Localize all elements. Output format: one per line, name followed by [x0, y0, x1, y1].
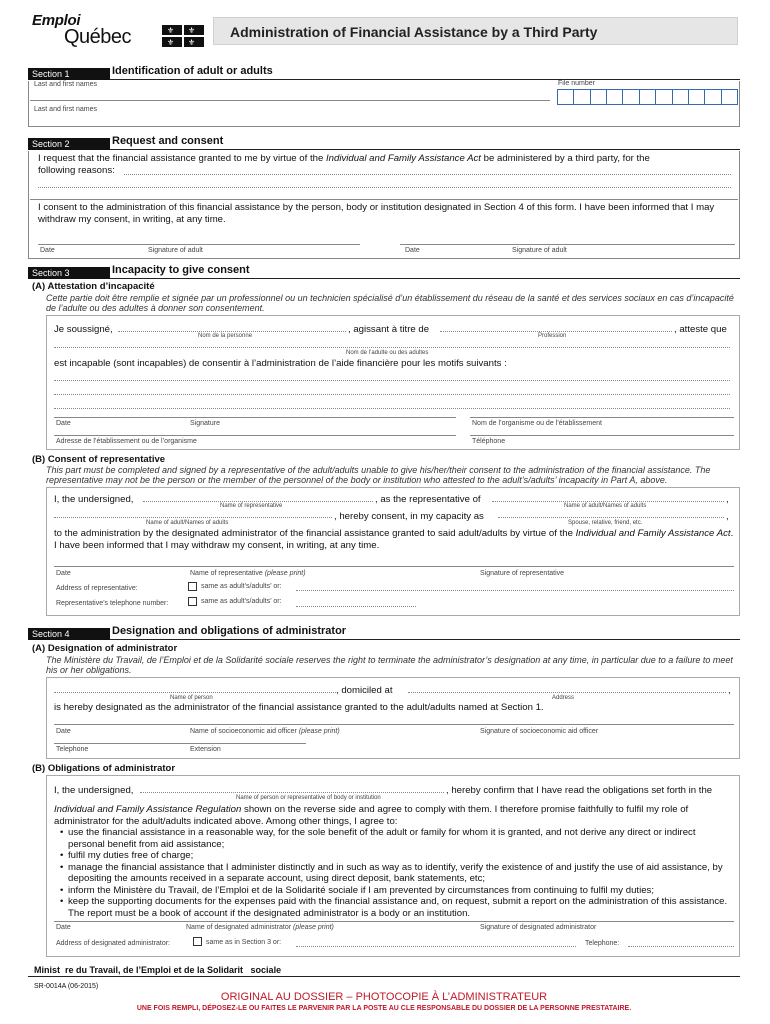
s3b-admin-a: to the administration by the designated administrator of the financial assistance granted to said adult/adults by virtue of the — [54, 528, 576, 539]
s3b-undersigned: I, the undersigned, — [54, 494, 134, 505]
s4b-bullet: • use the financial assistance in a reasonable way, for the sole benefit of the adult or family for whom it is granted, and not derive any direct or indirect personal benefit from aid assistance; — [60, 827, 696, 850]
s3b-same-addr-label: same as adult’s/adults’ or: — [201, 583, 282, 590]
spouse-hint: Spouse, relative, friend, etc. — [568, 520, 643, 526]
s3b-tel-field[interactable] — [296, 606, 416, 607]
name-adults-hint-2: Name of adult/Names of adults — [146, 520, 229, 526]
s4a-note: The Ministère du Travail, de l’Emploi et de la Solidarité sociale reserves the right to terminate the administrator’s designation at any time, in particular due to a failure to meet his or her obligations. — [46, 655, 733, 675]
quebec-flag-icon — [162, 25, 204, 47]
capacity-field[interactable] — [498, 517, 724, 518]
svg-text:⚜: ⚜ — [188, 26, 196, 35]
s2-sig-2-label: Signature of adult — [512, 247, 567, 254]
section-3-label: Section 3 — [28, 267, 110, 279]
section-3-title: Incapacity to give consent — [112, 264, 250, 276]
s3a-sig-line-right[interactable] — [470, 417, 734, 418]
s4b-sig-line[interactable] — [54, 921, 734, 922]
s4b-admin-sig-label: Signature of designated administrator — [480, 924, 597, 931]
s4b-admin-name: Name of designated administrator — [186, 924, 292, 931]
s3b-name-rep: Name of representative — [190, 570, 263, 577]
s3a-addr-line[interactable] — [54, 435, 456, 436]
profession-hint: Profession — [538, 333, 567, 339]
s4b-undersigned: I, the undersigned, — [54, 785, 134, 796]
s3a-tel-line[interactable] — [470, 435, 734, 436]
reasons-line-2[interactable] — [38, 187, 731, 188]
s4b-tel-field[interactable] — [628, 946, 734, 947]
s2-sig-line-right[interactable] — [400, 244, 735, 245]
s4b-bullet: • manage the financial assistance that I administer distinctly and in such as way as to identify, verify the existence of and justify the use of aid assistance, by depositing the amounts received in a separate account, using direct deposit, bank statements, etc; — [60, 861, 723, 884]
adult-names-field-2[interactable] — [54, 517, 332, 518]
nom-personne-field[interactable] — [118, 331, 346, 332]
s4a-title: (A) Designation of administrator — [32, 643, 178, 654]
adult-name-1-label: Last and first names — [34, 81, 98, 88]
comma-1: , — [726, 494, 729, 505]
section-1-bar — [28, 65, 740, 80]
s2-sig-1-label: Signature of adult — [148, 247, 203, 254]
page-title: Administration of Financial Assistance by a Third Party — [230, 24, 598, 40]
section-4-bar — [28, 625, 740, 640]
s3b-hereby: , hereby consent, in my capacity as — [334, 511, 484, 522]
s4a-address-field[interactable] — [408, 692, 726, 693]
s4b-please-print: (please print) — [293, 924, 334, 931]
s3a-sig-line-left[interactable] — [54, 417, 456, 418]
s3b-title: (B) Consent of representative — [32, 454, 166, 465]
s4a-officer-name: Name of socioeconomic aid officer — [190, 728, 297, 735]
s4a-domiciled: , domiciled at — [336, 685, 393, 696]
request-reasons: following reasons: — [38, 164, 115, 176]
section-2-label: Section 2 — [28, 138, 110, 150]
name-rep-hint: Name of representative — [220, 503, 283, 509]
s3b-name-print-label — [190, 570, 306, 577]
reasons-line-1[interactable] — [124, 174, 731, 175]
rep-name-field[interactable] — [143, 501, 373, 502]
s4b-addr-field[interactable] — [296, 946, 576, 947]
brand-top: Emploi — [32, 12, 81, 29]
section-4-label: Section 4 — [28, 628, 110, 640]
nom-adulte-hint: Nom de l’adulte ou des adultes — [346, 350, 429, 356]
consent-text: I consent to the administration of this financial assistance by the person, body or institution designated in Section 4 of this form. I have been informed that I may withdraw my consent, in writing, at any time. — [38, 202, 715, 225]
file-number-label: File number — [558, 80, 595, 87]
file-number-boxes[interactable] — [557, 89, 738, 105]
s4b-bullet: • keep the supporting documents for the expenses paid with the financial assistance and, on request, submit a report on the administration of this assistance. The report must be a book of account if the designated administrator is a body or an institution. — [60, 896, 728, 919]
s3a-note: Cette partie doit être remplie et signée par un professionnel ou un technicien spécialisé d’un établissement du réseau de la santé et des services sociaux en cas d’incapacité de l’adulte ou des adultes à donner son consentement. — [46, 293, 734, 313]
s4a-address-hint: Address — [552, 695, 575, 701]
s4b-admin-name-label — [186, 924, 334, 931]
reasons-separator — [30, 199, 738, 200]
profession-field[interactable] — [440, 331, 672, 332]
s3a-signature-label: Signature — [190, 420, 220, 427]
s3a-date-label: Date — [56, 420, 71, 427]
s3b-admin-act: Individual and Family Assistance Act — [575, 528, 731, 539]
brand-main: Québec — [64, 26, 132, 48]
s3b-addr-label: Address of representative: — [56, 585, 138, 592]
s4b-date-label: Date — [56, 924, 71, 931]
nom-personne-hint: Nom de la personne — [198, 333, 253, 339]
s4b-reg-text — [54, 804, 734, 827]
form-code: SR-0014A (06-2015) — [34, 983, 99, 990]
s2-date-1-label: Date — [40, 247, 55, 254]
s4a-person-field[interactable] — [54, 692, 336, 693]
s3a-adresse-label: Adresse de l’établissement ou de l’organisme — [56, 438, 197, 445]
atteste-label: , atteste que — [674, 324, 727, 335]
s3b-tel-label: Representative’s telephone number: — [56, 600, 169, 607]
s4a-please-print: (please print) — [298, 728, 340, 735]
nom-adulte-field[interactable] — [54, 347, 730, 348]
adult-name-1-field[interactable] — [30, 100, 550, 101]
section-2-title: Request and consent — [112, 135, 224, 147]
section-3-bar — [28, 264, 740, 279]
ministry-name: Minist re du Travail, de l’Emploi et de la Solidarit sociale — [34, 965, 282, 975]
s3b-note: This part must be completed and signed by a representative of the adult/adults unable to give his/her/their consent to the administration of the financial assistance. The representative may not be the person or the member of the personnel of the body or institution who attested to the adult’s/adults’ incapacity in Part A, above. — [46, 465, 711, 485]
section-4-title: Designation and obligations of administrator — [112, 625, 347, 637]
s3a-nom-org-label: Nom de l’organisme ou de l’établissement — [472, 420, 602, 427]
s3b-please-print: (please print) — [264, 570, 306, 577]
je-soussigne: Je soussigné, — [54, 324, 113, 335]
s3b-admin-b: . I have been informed that I may withdraw my consent, in writing, at any time. — [54, 528, 734, 551]
request-text-b: be administered by a third party, for the — [480, 153, 650, 164]
s4a-date-label: Date — [56, 728, 71, 735]
svg-text:⚜: ⚜ — [167, 38, 175, 47]
s3a-title: (A) Attestation d’incapacité — [32, 281, 155, 292]
s4a-sig-line[interactable] — [54, 724, 734, 725]
s4b-tel-label: Telephone: — [585, 940, 620, 947]
s4b-bullets — [60, 827, 734, 919]
s3b-as-rep: , as the representative of — [375, 494, 481, 505]
request-text — [38, 153, 733, 176]
s3b-date-label: Date — [56, 570, 71, 577]
svg-text:⚜: ⚜ — [167, 26, 175, 35]
section-1-label: Section 1 — [28, 68, 110, 80]
section-1-title: Identification of adult or adults — [112, 65, 273, 77]
s4b-title: (B) Obligations of administrator — [32, 763, 176, 774]
s2-date-2-label: Date — [405, 247, 420, 254]
adult-name-2-label: Last and first names — [34, 106, 98, 113]
request-text-a: I request that the financial assistance granted to me by virtue of the — [38, 153, 326, 164]
s4b-reg-b: shown on the reverse side and agree to comply with them. I therefore promise faithfully to fulfil my role of administrator for the adult/adults indicated above. Among other things, I agree to: — [54, 804, 689, 827]
submission-instruction: UNE FOIS REMPLI, DÉPOSEZ-LE OU FAITES LE PARVENIR PAR LA POSTE AU CLE RESPONSABLE DU DOSSIER DE LA PERSONNE PRESTATAIRE. — [136, 1005, 632, 1012]
s3b-addr-field[interactable] — [296, 590, 734, 591]
s4a-box — [46, 677, 740, 759]
motifs-line-2[interactable] — [54, 394, 730, 395]
s4b-name-field[interactable] — [140, 792, 444, 793]
request-act: Individual and Family Assistance Act — [325, 153, 481, 164]
s4a-officer-label — [190, 728, 340, 735]
agissant-label: , agissant à titre de — [348, 324, 430, 335]
s3a-telephone-label: Téléphone — [472, 438, 506, 445]
s4a-name-hint: Name of person — [170, 695, 213, 701]
s4a-tel-line[interactable] — [54, 743, 306, 744]
s3b-sig-line[interactable] — [54, 566, 734, 567]
s4b-name-hint: Name of person or representative of body or institution — [236, 795, 381, 801]
s4a-telephone-label: Telephone — [56, 746, 89, 753]
s3b-same-tel-checkbox[interactable] — [188, 597, 197, 606]
s4b-confirm: , hereby confirm that I have read the obligations set forth in the — [446, 785, 713, 796]
s4a-designated: is hereby designated as the administrator of the financial assistance granted to the adult/adults named at Section 1. — [54, 702, 544, 713]
original-notice: ORIGINAL AU DOSSIER – PHOTOCOPIE À L’ADMINISTRATEUR — [220, 991, 548, 1003]
s4a-officer-sig-label: Signature of socioeconomic aid officer — [480, 728, 599, 735]
s4b-same-s3-label: same as in Section 3 or: — [206, 939, 282, 946]
s4b-reg: Individual and Family Assistance Regulation — [54, 804, 242, 815]
comma-3: , — [728, 685, 731, 696]
s3b-sig-label: Signature of representative — [480, 570, 565, 577]
name-adults-hint: Name of adult/Names of adults — [564, 503, 647, 509]
s4b-same-s3-checkbox[interactable] — [193, 937, 202, 946]
svg-text:⚜: ⚜ — [188, 38, 196, 47]
s4b-bullet: • inform the Ministère du Travail, de l’Emploi et de la Solidarité sociale if I am prevented by circumstances from continuing to fulfil my duties; — [60, 884, 655, 896]
s3b-same-addr-checkbox[interactable] — [188, 582, 197, 591]
s2-sig-line-left[interactable] — [38, 244, 360, 245]
incapable-text: est incapable (sont incapables) de consentir à l’administration de l’aide financière pour les motifs suivants : — [54, 358, 507, 369]
s3b-admin-text — [54, 528, 734, 551]
footer-rule — [28, 976, 740, 977]
s4b-bullet: • fulfil my duties free of charge; — [60, 850, 194, 861]
comma-2: , — [726, 511, 729, 522]
s4a-extension-label: Extension — [190, 746, 221, 753]
section-2-bar — [28, 135, 740, 150]
s3b-same-tel-label: same as adult’s/adults’ or: — [201, 598, 282, 605]
s4b-addr-label: Address of designated administrator: — [56, 940, 171, 947]
motifs-line-3[interactable] — [54, 408, 730, 409]
motifs-line-1[interactable] — [54, 380, 730, 381]
adult-names-field[interactable] — [492, 501, 724, 502]
